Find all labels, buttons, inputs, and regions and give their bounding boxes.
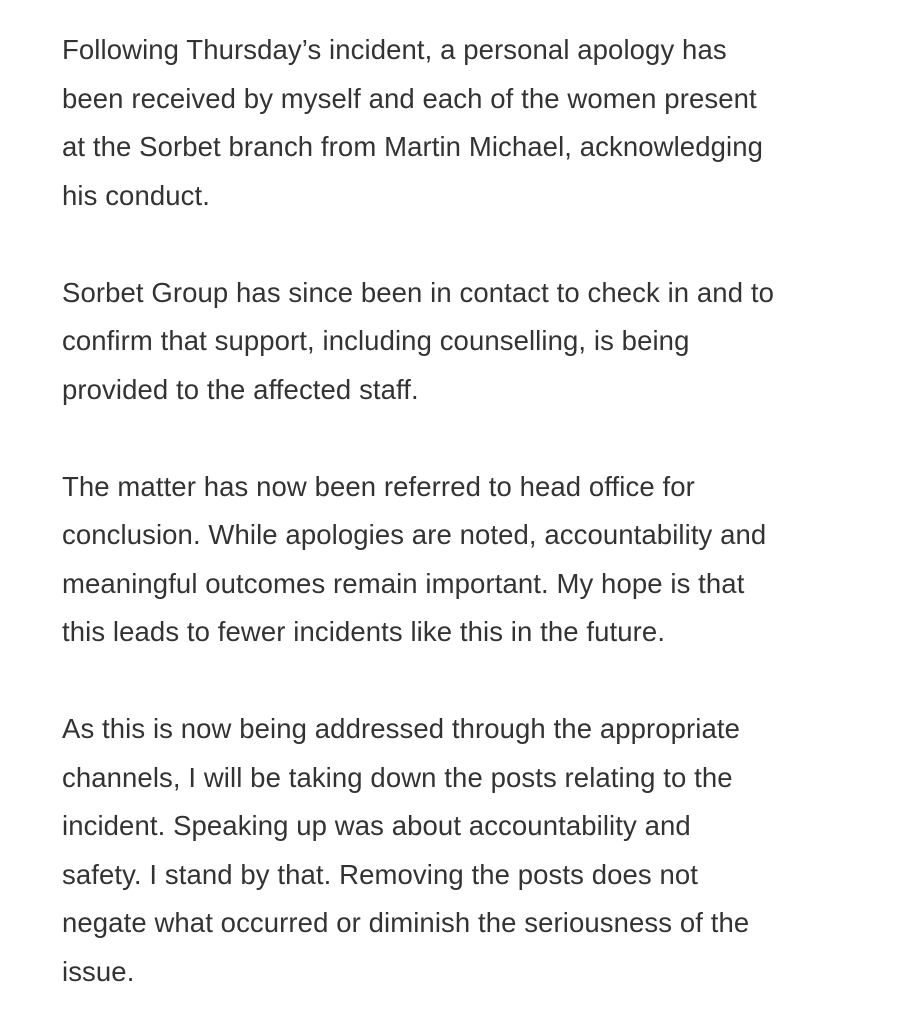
text-line: his conduct. [62, 179, 210, 211]
paragraph-gap [62, 657, 862, 706]
text-line: conclusion. While apologies are noted, accountability and [62, 519, 767, 550]
text-line: meaningful outcomes remain important. My hope is that [62, 567, 745, 599]
text-line: Sorbet Group has since been in contact to check in and to [62, 276, 774, 308]
text-line: provided to the affected staff. [62, 373, 419, 405]
text-line: As this is now being addressed through the appropriate [62, 713, 741, 744]
paragraph-gap [62, 220, 862, 269]
note-body [62, 26, 862, 996]
paragraph-apology [62, 26, 862, 220]
text-line: this leads to fewer incidents like this in the future. [62, 616, 666, 647]
text-line: incident. Speaking up was about accountability and [62, 810, 691, 841]
text-line: been received by myself and each of the women present [62, 82, 757, 114]
text-line: confirm that support, including counselling, is being [62, 325, 690, 356]
text-line: at the Sorbet branch from Martin Michael, acknowledging [62, 131, 763, 162]
text-line: The matter has now been referred to head office for [62, 470, 695, 502]
text-line: safety. I stand by that. Removing the posts does not [62, 858, 699, 890]
text-line: channels, I will be taking down the posts relating to the [62, 761, 733, 793]
text-line: issue. [62, 955, 135, 987]
paragraph-referral [62, 463, 862, 657]
paragraph-gap [62, 414, 862, 463]
text-line: Following Thursday’s incident, a personal apology has [62, 34, 727, 65]
text-line: negate what occurred or diminish the seriousness of the [62, 907, 750, 938]
paragraph-posts-removal [62, 705, 862, 996]
paragraph-support [62, 269, 862, 415]
